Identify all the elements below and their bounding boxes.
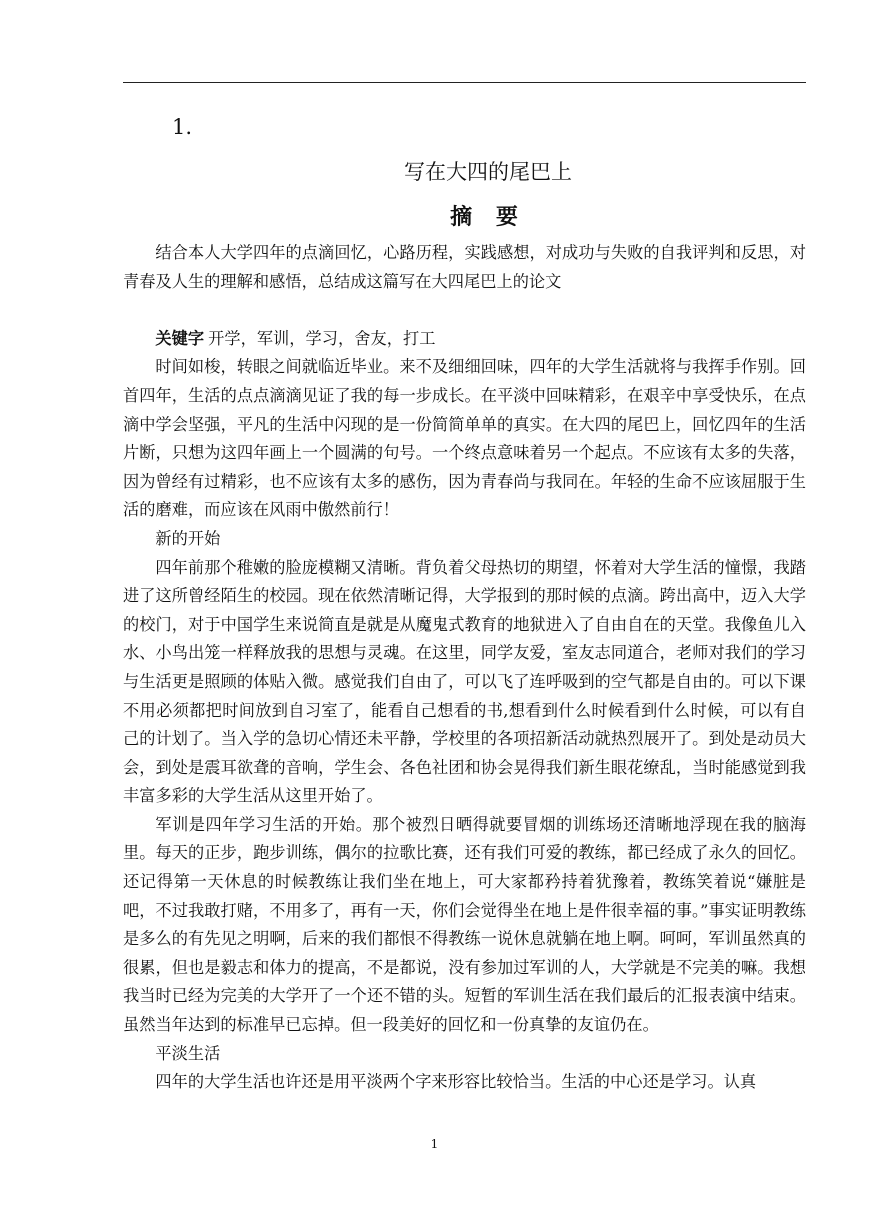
section-number: 1. <box>172 115 193 139</box>
section-heading-plain-life: 平淡生活 <box>155 1043 221 1063</box>
keywords-text: 开学，军训，学习，舍友，打工 <box>208 328 436 348</box>
military-training-paragraph: 军训是四年学习生活的开始。那个被烈日晒得就要冒烟的训练场还清晰地浮现在我的脑海里。每天的正步，跑步训练，偶尔的拉歌比赛，还有我们可爱的教练，都已经成了永久的回忆。还记得第一天休息的时候教练让我们坐在地上，可大家都矜持着犹豫着，教练笑着说“嫌脏是吧，不过我敢打赌，不用多了，再有一天，你们会觉得坐在地上是件很幸福的事。”事实证明教练是多么的有先见之明啊，后来的我们都恨不得教练一说休息就躺在地上啊。呵呵，军训虽然真的很累，但也是毅志和体力的提高，不是都说，没有参加过军训的人，大学就是不完美的嘛。我想我当时已经为完美的大学开了一个还不错的头。短暂的军训生活在我们最后的汇报表演中结束。虽然当年达到的标准早已忘掉。但一段美好的回忆和一份真挚的友谊仍在。 <box>123 814 806 1035</box>
blank-line <box>123 296 806 325</box>
header-rule <box>123 82 806 83</box>
intro-paragraph: 时间如梭，转眼之间就临近毕业。来不及细细回味，四年的大学生活就将与我挥手作别。回首四年，生活的点点滴滴见证了我的每一步成长。在平淡中回味精彩，在艰辛中享受快乐，在点滴中学会坚强，平凡的生活中闪现的是一份简简单单的真实。在大四的尾巴上，回忆四年的生活片断，只想为这四年画上一个圆满的句号。一个终点意味着另一个起点。不应该有太多的失落，因为曾经有过精彩，也不应该有太多的感伤，因为青春尚与我同在。年轻的生命不应该屈服于生活的磨难，而应该在风雨中傲然前行！ <box>123 357 806 520</box>
plain-life-paragraph: 四年的大学生活也许还是用平淡两个字来形容比较恰当。生活的中心还是学习。认真 <box>155 1072 757 1092</box>
abstract-paragraph: 结合本人大学四年的点滴回忆，心路历程，实践感想，对成功与失败的自我评判和反思，对青春及人生的理解和感悟，总结成这篇写在大四尾巴上的论文 <box>123 243 806 291</box>
keywords-line <box>123 325 806 354</box>
keywords-label: 关键字 <box>155 328 205 348</box>
new-start-paragraph: 四年前那个稚嫩的脸庞模糊又清晰。背负着父母热切的期望，怀着对大学生活的憧憬，我踏进了这所曾经陌生的校园。现在依然清晰记得，大学报到的那时候的点滴。跨出高中，迈入大学的校门，对于中国学生来说简直是就是从魔鬼式教育的地狱进入了自由自在的天堂。我像鱼儿入水、小鸟出笼一样释放我的思想与灵魂。在这里，同学友爱，室友志同道合，老师对我们的学习与生活更是照顾的体贴入微。感觉我们自由了，可以飞了连呼吸到的空气都是自由的。可以下课不用必须都把时间放到自习室了，能看自己想看的书,想看到什么时候看到什么时候，可以有自己的计划了。当入学的急切心情还未平静，学校里的各项招新活动就热烈展开了。到处是动员大会，到处是震耳欲聋的音响，学生会、各色社团和协会晃得我们新生眼花缭乱，当时能感觉到我丰富多彩的大学生活从这里开始了。 <box>123 557 806 806</box>
document-body <box>123 239 806 1097</box>
abstract-heading: 摘 要 <box>450 204 526 230</box>
document-title: 写在大四的尾巴上 <box>404 160 572 184</box>
section-heading-new-start: 新的开始 <box>155 528 221 548</box>
page-number: 1 <box>430 1137 439 1151</box>
